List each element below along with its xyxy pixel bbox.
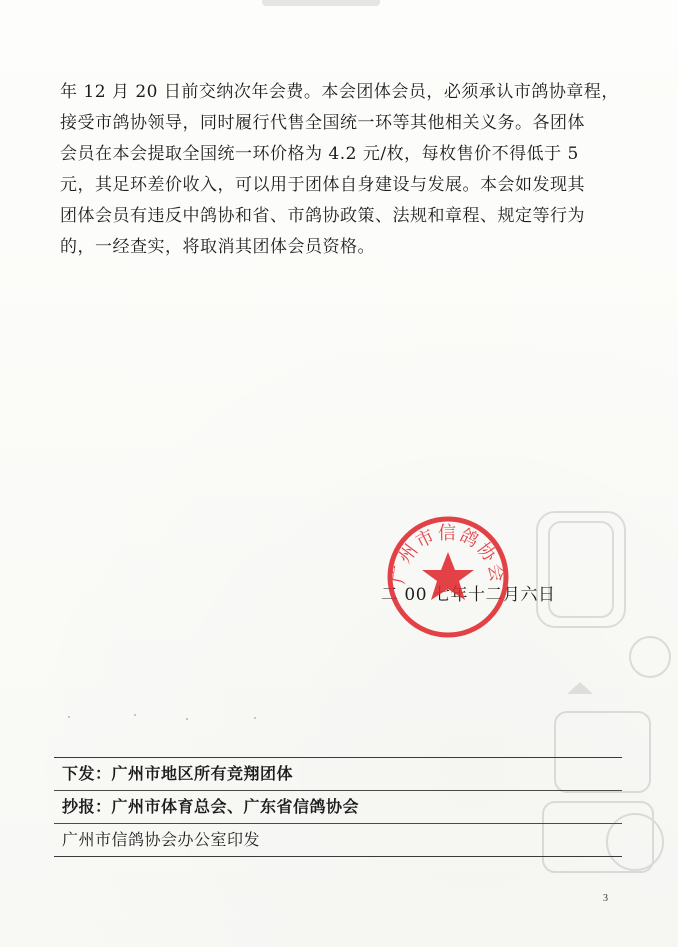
body-line: 的，一经查实，将取消其团体会员资格。 <box>60 237 375 257</box>
issue-label: 下发： <box>62 764 112 783</box>
issue-row <box>54 758 622 791</box>
body-line: 元，其足环差价收入，可以用于团体自身建设与发展。本会如发现其 <box>60 175 585 195</box>
page-number: 3 <box>603 893 608 904</box>
body-line: 团体会员有违反中鸽协和省、市鸽协政策、法规和章程、规定等行为 <box>60 206 585 226</box>
printed-by-row <box>54 824 622 856</box>
report-value: 广州市体育总会、广东省信鸽协会 <box>111 797 360 816</box>
body-text <box>60 77 620 263</box>
svg-text:广州市信鸽协会: 广州市信鸽协会 <box>388 523 508 586</box>
distribution-block <box>54 757 622 857</box>
report-row <box>54 791 622 824</box>
issue-value: 广州市地区所有竞翔团体 <box>111 764 294 783</box>
official-seal <box>383 512 513 642</box>
scan-specks <box>68 712 268 722</box>
report-label: 抄报： <box>62 797 112 816</box>
body-line: 年 12 月 20 日前交纳次年会费。本会团体会员，必须承认市鸽协章程， <box>60 82 619 102</box>
scan-artifact <box>262 0 380 6</box>
printed-by: 广州市信鸽协会办公室印发 <box>62 830 261 849</box>
body-line: 接受市鸽协领导，同时履行代售全国统一环等其他相关义务。各团体 <box>60 113 585 133</box>
body-line: 会员在本会提取全国统一环价格为 4.2 元/枚，每枚售价不得低于 5 <box>60 144 579 164</box>
document-date: 二 00 七年十二月六日 <box>381 585 556 605</box>
